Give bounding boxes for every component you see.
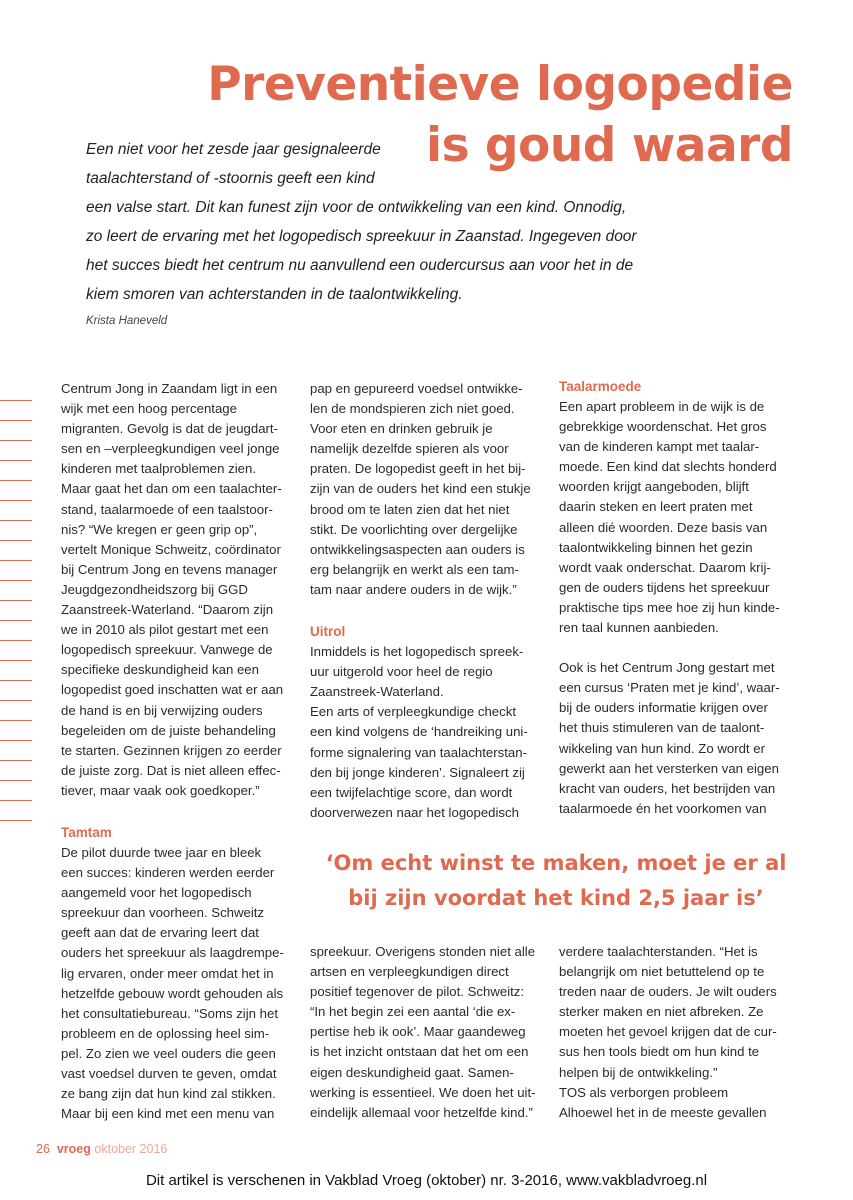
text-line: verdere taalachterstanden. “Het is [559, 944, 758, 959]
section-heading: Taalarmoede [559, 379, 642, 394]
rule-line [0, 681, 32, 701]
text-line: pel. Zo zien we veel ouders die geen [61, 1045, 276, 1061]
intro-line: het succes biedt het centrum nu aanvullend een oudercursus aan voor het in de [86, 257, 634, 274]
column-text [61, 843, 293, 1124]
text-line: ren taal kunnen aanbieden. [559, 620, 719, 636]
text-line: hetzelfde gebouw wordt gehouden als [61, 985, 284, 1001]
text-line: tam naar andere ouders in de wijk.” [310, 581, 517, 597]
text-line: taalarmoede én het voorkomen van [559, 800, 767, 816]
text-line: len de mondspieren zich niet goed. [310, 401, 515, 417]
text-line: logopedist goed inschatten wat er aan [61, 682, 284, 698]
text-line: treden naar de ouders. Je wilt ouders [559, 984, 777, 1000]
author-byline: Krista Haneveld [86, 315, 168, 327]
text-line: praten. De logopedist geeft in het bij- [310, 461, 526, 477]
text-line: het consultatiebureau. “Soms zijn het [61, 1005, 278, 1021]
text-line: vast voedsel durven te geven, omdat [61, 1066, 277, 1081]
text-line: zijn van de ouders het kind een stukje [310, 481, 531, 497]
quote-line: bij zijn voordat het kind 2,5 jaar is’ [348, 886, 764, 910]
text-line: pertise heb ik ook’. Maar gaandeweg [310, 1024, 526, 1040]
text-line: eigen deskundigheid gaat. Samen- [310, 1064, 514, 1080]
text-line: vertelt Monique Schweitz, coördinator [61, 541, 281, 557]
text-line: ontwikkelingsaspecten aan ouders is [310, 541, 525, 557]
rule-line [0, 701, 32, 721]
text-line: nis? “We kregen er geen grip op”, [61, 521, 258, 537]
column-text [310, 942, 542, 1123]
text-line: tiever, maar vaak ook goedkoper.” [61, 782, 260, 798]
column-text [559, 942, 791, 1123]
rule-line [0, 501, 32, 521]
text-line: Maar gaat het dan om een taalachter- [61, 481, 282, 497]
title-line: Preventieve logopedie [207, 57, 793, 112]
text-line: het thuis stimuleren van de taalont- [559, 720, 765, 736]
text-line: ze bang zijn dat hun kind zal stikken. [61, 1086, 276, 1102]
text-line: Een arts of verpleegkundige checkt [310, 704, 516, 720]
rule-line [0, 381, 32, 401]
text-line: Centrum Jong in Zaandam ligt in een [61, 381, 278, 396]
text-line: Inmiddels is het logopedisch spreek- [310, 644, 524, 660]
text-line: begeleiden om de juiste behandeling [61, 722, 276, 738]
text-line: ouders het spreekuur als laagdrempe- [61, 945, 284, 961]
text-line: werking is essentieel. We doen het uit- [310, 1084, 536, 1100]
page-number: 26 [36, 1142, 50, 1156]
intro-line: kiem smoren van achterstanden in de taalontwikkeling. [86, 286, 463, 303]
text-line: doorverwezen naar het logopedisch [310, 804, 519, 820]
text-line: wijk met een hoog percentage [61, 401, 237, 417]
text-line: kinderen met taalproblemen zien. [61, 461, 256, 477]
rule-line [0, 521, 32, 541]
section-heading: Uitrol [310, 624, 346, 640]
issue-date: oktober 2016 [94, 1142, 168, 1156]
rule-line [0, 461, 32, 481]
intro-line: Een niet voor het zesde jaar gesignaleerde [86, 141, 381, 158]
column-text [559, 397, 791, 638]
column-text [559, 658, 791, 819]
column-text [61, 379, 293, 801]
text-line: belangrijk om niet betuttelend op te [559, 964, 765, 980]
rule-line [0, 561, 32, 581]
text-line: een cursus ‘Praten met je kind’, waar- [559, 680, 780, 696]
text-line: wikkeling van hun kind. Zo wordt er [559, 740, 765, 756]
footer-note: Dit artikel is verschenen in Vakblad Vroeg (oktober) nr. 3-2016, www.vakbladvroeg.nl [145, 1172, 708, 1189]
column-2 [310, 379, 542, 823]
rule-line [0, 781, 32, 801]
text-line: stikt. De voorlichting over dergelijke [310, 521, 518, 537]
text-line: lig ervaren, onder meer omdat het in [61, 965, 274, 981]
rule-line [0, 641, 32, 661]
rule-line [0, 441, 32, 461]
text-line: aangemeld voor het logopedisch [61, 885, 252, 901]
rule-line [0, 421, 32, 441]
rule-line [0, 481, 32, 501]
rule-line [0, 801, 32, 821]
text-line: erg belangrijk en werkt als een tam- [310, 561, 519, 577]
text-line: bij Centrum Jong en tevens manager [61, 561, 278, 577]
text-line: woorden krijgt aangeboden, blijft [559, 479, 749, 495]
text-line: Maar bij een kind met een menu van [61, 1106, 275, 1122]
text-line: probleem en de oplossing heel sim- [61, 1025, 270, 1041]
text-line: “In het begin zei een aantal ‘die ex- [310, 1004, 516, 1020]
text-line: een twijfelachtige score, dan wordt [310, 784, 513, 800]
text-line: de juiste zorg. Dat is niet alleen effec- [61, 762, 281, 778]
title-line: is goud waard [425, 118, 793, 173]
text-line: positief tegenover de pilot. Schweitz: [310, 984, 525, 1000]
rule-line [0, 581, 32, 601]
text-line: gebrekkige woordenschat. Het gros [559, 419, 767, 435]
text-line: kracht van ouders, het bestrijden van [559, 780, 776, 796]
intro-line: zo leert de ervaring met het logopedisch spreekuur in Zaanstad. Ingegeven door [86, 228, 637, 245]
text-line: wordt vaak onderschat. Daarom krij- [559, 559, 771, 575]
text-line: een succes: kinderen werden eerder [61, 865, 275, 881]
text-line: den bij jonge kinderen’. Signaleert zij [310, 764, 525, 780]
text-line: spreekuur. Overigens stonden niet alle [310, 944, 536, 959]
text-line: moede. Een kind dat slechts honderd [559, 459, 777, 475]
text-line: Jeugdgezondheidszorg bij GGD [61, 581, 248, 597]
intro-line: taalachterstand of -stoornis geeft een kind [86, 170, 375, 187]
text-line: TOS als verborgen probleem [559, 1084, 729, 1100]
text-line: alleen dié woorden. Deze basis van [559, 519, 768, 535]
rule-line [0, 661, 32, 681]
text-line: sterker maken en niet afbreken. Ze [559, 1004, 764, 1020]
text-line: een kind volgens de ‘handreiking uni- [310, 724, 528, 740]
text-line: van de kinderen kampt met taalar- [559, 439, 760, 455]
text-line: uur uitgerold voor heel de regio [310, 664, 493, 680]
text-line: de hand is en bij verwijzing ouders [61, 702, 263, 718]
rule-line [0, 401, 32, 421]
column-3 [559, 379, 791, 819]
text-line: gewerkt aan het versterken van eigen [559, 760, 779, 776]
pull-quote [300, 846, 812, 916]
text-line: sen en –verpleegkundigen veel jonge [61, 441, 280, 457]
text-line: daarin steken en leert praten met [559, 499, 753, 515]
text-line: sus hen tools biedt om hun kind te [559, 1044, 760, 1060]
text-line: helpen bij de ontwikkeling.” [559, 1064, 718, 1080]
decorative-rules [0, 381, 32, 821]
text-line: Ook is het Centrum Jong gestart met [559, 660, 775, 676]
text-line: De pilot duurde twee jaar en bleek [61, 844, 262, 860]
text-line: migranten. Gevolg is dat de jeugdart- [61, 421, 278, 437]
text-line: gen de ouders tijdens het spreekuur [559, 579, 770, 595]
text-line: Zaanstreek-Waterland. “Daarom zijn [61, 602, 274, 618]
rule-line [0, 601, 32, 621]
text-line: Alhoewel het in de meeste gevallen [559, 1104, 767, 1120]
text-line: namelijk dezelfde spieren als voor [310, 441, 509, 457]
text-line: geeft aan dat de ervaring leert dat [61, 925, 259, 941]
text-line: pap en gepureerd voedsel ontwikke- [310, 381, 523, 396]
rule-line [0, 761, 32, 781]
magazine-name: vroeg [56, 1142, 91, 1156]
rule-line [0, 721, 32, 741]
text-line: te starten. Gezinnen krijgen zo eerder [61, 742, 282, 758]
section-heading: Tamtam [61, 824, 112, 840]
rule-line [0, 741, 32, 761]
rule-line [0, 621, 32, 641]
page-folio [36, 1142, 167, 1156]
text-line: is het inzicht ontstaan dat het om een [310, 1044, 529, 1060]
text-line: we in 2010 als pilot gestart met een [61, 622, 269, 638]
text-line: brood om te laten zien dat het niet [310, 501, 510, 517]
text-line: spreekuur dan voorheen. Schweitz [61, 905, 265, 921]
text-line: Zaanstreek-Waterland. [310, 684, 444, 700]
column-1 [61, 379, 293, 1124]
text-line: bij de ouders informatie krijgen over [559, 700, 768, 716]
text-line: logopedisch spreekuur. Vanwege de [61, 642, 273, 658]
text-line: eindelijk allemaal voor hetzelfde kind.” [310, 1104, 533, 1120]
column-text [310, 379, 542, 600]
column-text [310, 642, 542, 823]
text-line: stand, taalarmoede of een taalstoor- [61, 501, 273, 517]
text-line: artsen en verpleegkundigen direct [310, 964, 509, 980]
column-5 [559, 942, 791, 1123]
text-line: Voor eten en drinken gebruik je [310, 421, 493, 437]
column-4 [310, 942, 542, 1123]
rule-line [0, 541, 32, 561]
text-line: taalontwikkeling binnen het gezin [559, 539, 753, 555]
quote-line: ‘Om echt winst te maken, moet je er al [325, 851, 787, 875]
text-line: Een apart probleem in de wijk is de [559, 399, 765, 414]
text-line: moeten het gevoel krijgen dat de cur- [559, 1024, 777, 1040]
intro-line: een valse start. Dit kan funest zijn voor de ontwikkeling van een kind. Onnodig, [86, 199, 627, 216]
text-line: praktische tips mee hoe zij hun kinde- [559, 599, 780, 615]
text-line: specifieke deskundigheid kan een [61, 662, 259, 678]
text-line: forme signalering van taalachterstan- [310, 744, 527, 760]
